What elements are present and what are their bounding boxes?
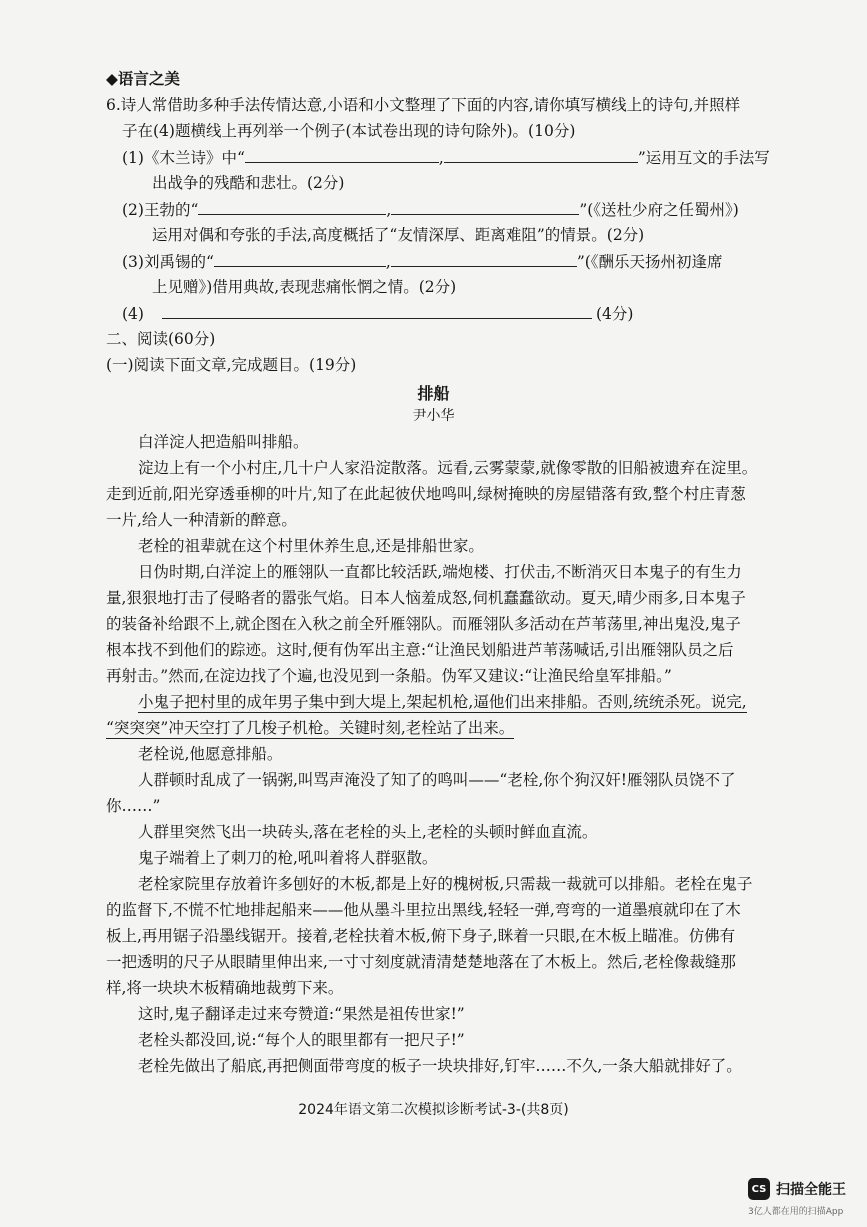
article-line: 人群顿时乱成了一锅粥,叫骂声淹没了知了的鸣叫——“老栓,你个狗汉奸!雁翎队员饶不了 — [138, 771, 736, 789]
article-line: 这时,鬼子翻译走过来夸赞道:“果然是祖传世家!” — [138, 1005, 465, 1023]
q6-stem-line1: 6.诗人常借助多种手法传情达意,小语和小文整理了下面的内容,请你填写横线上的诗句,并照样 — [106, 96, 741, 114]
q6-item3: (3)刘禹锡的“ , ”(《酬乐天扬州初逢席 — [122, 250, 723, 273]
article-line: 老栓的祖辈就在这个村里休养生息,还是排船世家。 — [138, 537, 484, 555]
section-heading: ◆语言之美 — [106, 70, 180, 88]
article-line: 淀边上有一个小村庄,几十户人家沿淀散落。远看,云雾蒙蒙,就像零散的旧船被遗弃在淀里。 — [138, 459, 758, 477]
article-line: 走到近前,阳光穿透垂柳的叶片,知了在此起彼伏地鸣叫,绿树掩映的房屋错落有致,整个村庄青葱 — [106, 485, 746, 503]
q6-item1: (1)《木兰诗》中“ , ”运用互文的手法写 — [122, 146, 770, 169]
article-line: 板上,再用锯子沿墨线锯开。接着,老栓扶着木板,俯下身子,眯着一只眼,在木板上瞄准。仿佛有 — [106, 927, 736, 945]
underlined-line: “突突突”冲天空打了几梭子机枪。关键时刻,老栓站了出来。 — [106, 719, 515, 737]
q6-item3-cont: 上见赠》)借用典故,表现悲痛怅惘之情。(2分) — [152, 278, 457, 296]
article-line: 老栓说,他愿意排船。 — [138, 745, 283, 763]
article-line: 老栓头都没回,说:“每个人的眼里都有一把尺子!” — [138, 1031, 465, 1049]
diamond-icon: ◆ — [106, 70, 118, 88]
watermark-brand: 扫描全能王 — [776, 1182, 846, 1198]
scanner-watermark — [748, 1178, 846, 1200]
article-title: 排船 — [417, 384, 450, 403]
article-line: 根本找不到他们的踪迹。这时,便有伪军出主意:“让渔民划船进芦苇荡喊话,引出雁翎队员之后 — [106, 641, 734, 659]
article-line: 老栓家院里存放着许多刨好的木板,都是上好的槐树板,只需裁一裁就可以排船。老栓在鬼子 — [138, 875, 753, 893]
article-line: 再射击。”然而,在淀边找了个遍,也没见到一条船。伪军又建议:“让渔民给皇军排船。” — [106, 667, 672, 685]
article-line: 的监督下,不慌不忙地排起船来——他从墨斗里拉出黑线,轻轻一弹,弯弯的一道墨痕就印在了木 — [106, 901, 741, 919]
answer-blank[interactable] — [391, 250, 577, 267]
answer-blank[interactable] — [198, 198, 386, 215]
article-author: 尹小华 — [412, 408, 455, 424]
underlined-line: 小鬼子把村里的成年男子集中到大堤上,架起机枪,逼他们出来排船。否则,统统杀死。说完, — [138, 693, 747, 711]
part2-subheading: (一)阅读下面文章,完成题目。(19分) — [106, 356, 357, 374]
watermark-tagline: 3亿人都在用的扫描App — [748, 1207, 844, 1217]
answer-blank[interactable] — [391, 198, 579, 215]
camscanner-logo-icon: CS — [748, 1178, 770, 1200]
article-line: 的装备补给跟不上,就企图在入秋之前全歼雁翎队。而雁翎队多活动在芦苇荡里,神出鬼没,鬼子 — [106, 615, 741, 633]
answer-blank[interactable] — [444, 146, 638, 163]
article-line: 一把透明的尺子从眼睛里伸出来,一寸寸刻度就清清楚楚地落在了木板上。然后,老栓像裁缝那 — [106, 953, 736, 971]
page-footer: 2024年语文第二次模拟诊断考试-3-(共8页) — [298, 1102, 569, 1118]
answer-blank[interactable] — [162, 302, 592, 319]
q6-item2-cont: 运用对偶和夸张的手法,高度概括了“友情深厚、距离难阻”的情景。(2分) — [152, 226, 645, 244]
q6-item2: (2)王勃的“ , ”(《送杜少府之任蜀州》) — [122, 198, 739, 221]
answer-blank[interactable] — [245, 146, 439, 163]
q6-item1-cont: 出战争的残酷和悲壮。(2分) — [152, 174, 345, 192]
q6-stem-line2: 子在(4)题横线上再列举一个例子(本试卷出现的诗句除外)。(10分) — [122, 122, 576, 140]
article-line: 鬼子端着上了刺刀的枪,吼叫着将人群驱散。 — [138, 849, 438, 867]
article-line: 量,狠狠地打击了侵略者的嚣张气焰。日本人恼羞成怒,伺机蠢蠢欲动。夏天,晴少雨多,日本鬼子 — [106, 589, 746, 607]
answer-blank[interactable] — [214, 250, 386, 267]
article-line: 你……” — [106, 797, 161, 815]
article-line: 样,将一块块木板精确地裁剪下来。 — [106, 979, 344, 997]
article-line: 一片,给人一种清新的醉意。 — [106, 511, 297, 529]
article-line: 白洋淀人把造船叫排船。 — [138, 433, 309, 451]
q6-item4: (4) (4分) — [122, 302, 633, 325]
article-line: 日伪时期,白洋淀上的雁翎队一直都比较活跃,端炮楼、打伏击,不断消灭日本鬼子的有生力 — [138, 563, 742, 581]
part2-heading: 二、阅读(60分) — [106, 330, 216, 348]
article-line: 老栓先做出了船底,再把侧面带弯度的板子一块块排好,钉牢……不久,一条大船就排好了。 — [138, 1057, 742, 1075]
article-line: 人群里突然飞出一块砖头,落在老栓的头上,老栓的头顿时鲜血直流。 — [138, 823, 598, 841]
